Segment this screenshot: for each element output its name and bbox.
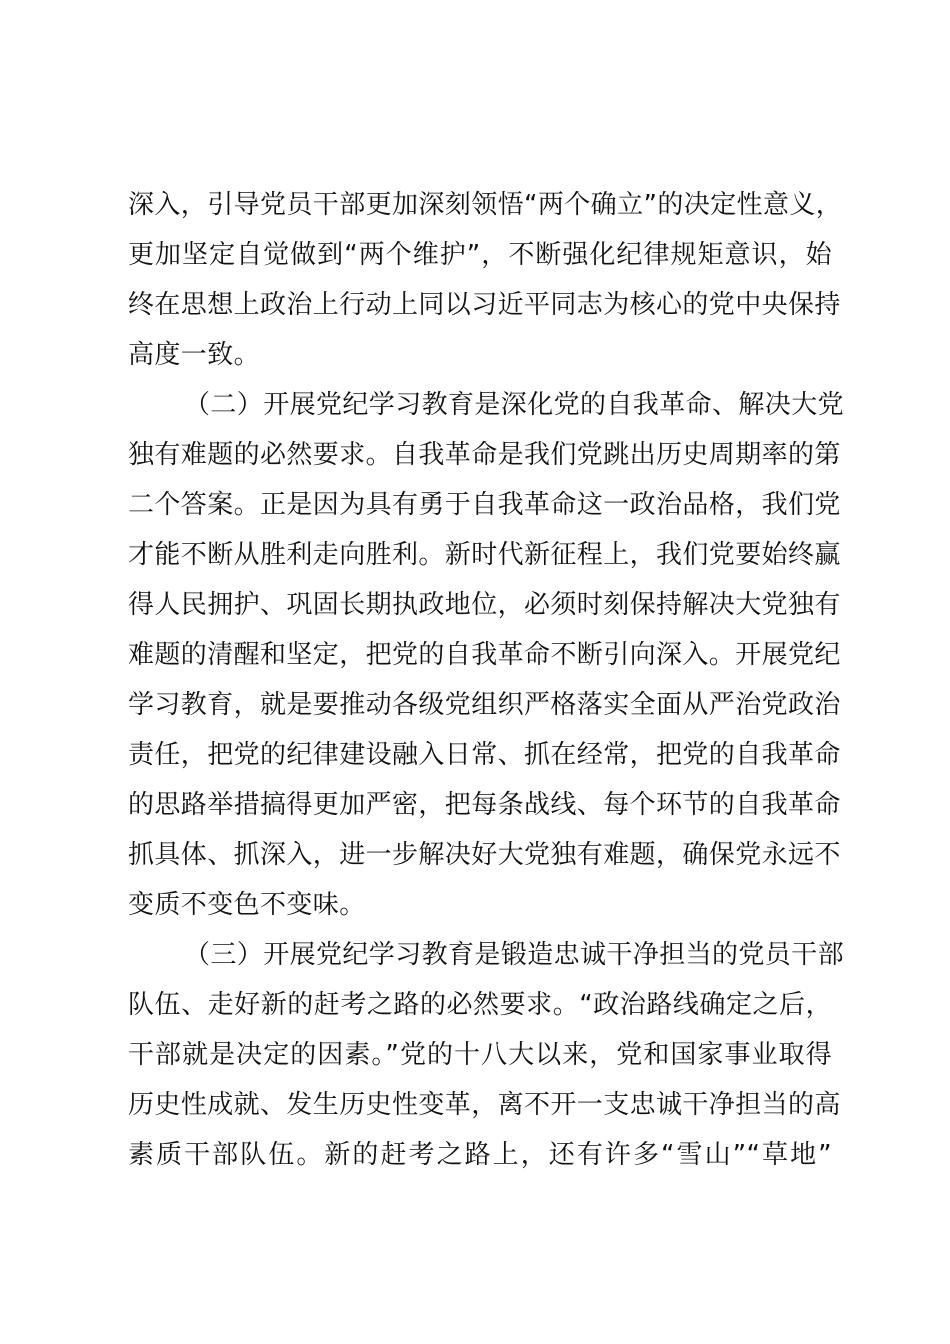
text-line: 变质不变色不变味。 bbox=[128, 890, 366, 920]
text-line: 高度一致。 bbox=[128, 340, 261, 370]
text-line: 抓具体、抓深入，进一步解决好大党独有难题，确保党永远不 bbox=[128, 840, 841, 870]
text-line: 难题的清醒和坚定，把党的自我革命不断引向深入。开展党纪 bbox=[128, 640, 841, 670]
text-line: 干部就是决定的因素。”党的十八大以来，党和国家事业取得 bbox=[128, 1040, 832, 1070]
text-line: 队伍、走好新的赶考之路的必然要求。“政治路线确定之后， bbox=[128, 990, 832, 1020]
text-line: 深入，引导党员干部更加深刻领悟“两个确立”的决定性意义， bbox=[128, 190, 843, 220]
text-line: 的思路举措搞得更加严密，把每条战线、每个环节的自我革命 bbox=[128, 790, 841, 820]
text-line: 才能不断从胜利走向胜利。新时代新征程上，我们党要始终赢 bbox=[128, 540, 841, 570]
paragraph-2 bbox=[128, 380, 845, 930]
text-line: 学习教育，就是要推动各级党组织严格落实全面从严治党政治 bbox=[128, 690, 841, 720]
text-line: 更加坚定自觉做到“两个维护”，不断强化纪律规矩意识，始 bbox=[128, 240, 832, 270]
text-line: （三）开展党纪学习教育是锻造忠诚干净担当的党员干部 bbox=[184, 940, 845, 970]
document-body bbox=[128, 180, 845, 1180]
text-line: （二）开展党纪学习教育是深化党的自我革命、解决大党 bbox=[184, 390, 845, 420]
text-line: 得人民拥护、巩固长期执政地位，必须时刻保持解决大党独有 bbox=[128, 590, 841, 620]
paragraph-1 bbox=[128, 180, 843, 380]
text-line: 二个答案。正是因为具有勇于自我革命这一政治品格，我们党 bbox=[128, 490, 841, 520]
text-line: 责任，把党的纪律建设融入日常、抓在经常，把党的自我革命 bbox=[128, 740, 841, 770]
text-line: 独有难题的必然要求。自我革命是我们党跳出历史周期率的第 bbox=[128, 440, 841, 470]
text-line: 历史性成就、发生历史性变革，离不开一支忠诚干净担当的高 bbox=[128, 1090, 841, 1120]
text-line: 素质干部队伍。新的赶考之路上，还有许多“雪山”“草地” bbox=[128, 1140, 832, 1170]
paragraph-3 bbox=[128, 930, 845, 1180]
text-line: 终在思想上政治上行动上同以习近平同志为核心的党中央保持 bbox=[128, 290, 841, 320]
